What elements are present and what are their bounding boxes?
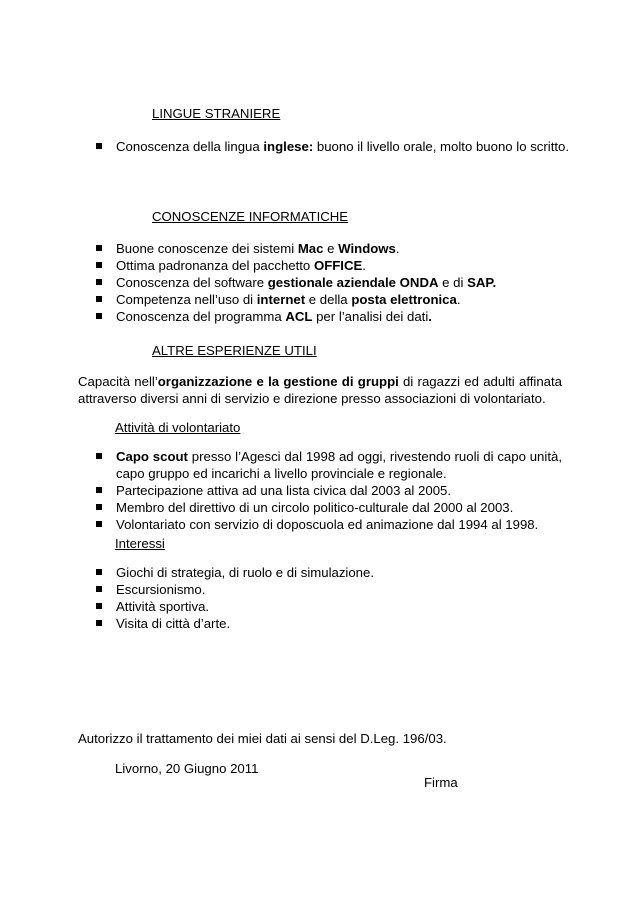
bullet-icon	[96, 569, 102, 575]
list-item: Membro del direttivo di un circolo politico-culturale dal 2000 al 2003.	[96, 499, 562, 516]
bullet-icon	[96, 245, 102, 251]
bullet-icon	[96, 603, 102, 609]
list-item: Volontariato con servizio di doposcuola ed animazione dal 1994 al 1998.	[96, 516, 562, 533]
subheading-volontariato: Attività di volontariato	[115, 420, 241, 435]
list-item: Visita di città d’arte.	[96, 615, 562, 632]
list-item: Attività sportiva.	[96, 598, 562, 615]
bullet-icon	[96, 453, 102, 459]
bullet-icon	[96, 262, 102, 268]
list-item: Conoscenza del software gestionale aziendale ONDA e di SAP.	[96, 274, 576, 291]
altre-paragraph: Capacità nell’organizzazione e la gestione di gruppi di ragazzi ed adulti affinata attraverso diversi anni di servizio e direzione presso associazioni di volontariato.	[78, 374, 563, 406]
bullet-icon	[96, 487, 102, 493]
section-heading-altre: ALTRE ESPERIENZE UTILI	[152, 343, 317, 358]
bullet-icon	[96, 279, 102, 285]
bullet-icon	[96, 313, 102, 319]
list-item: Escursionismo.	[96, 581, 562, 598]
section-heading-informatiche: CONOSCENZE INFORMATICHE	[152, 209, 349, 224]
bullet-icon	[96, 521, 102, 527]
informatiche-list	[96, 240, 576, 325]
section-heading-lingue: LINGUE STRANIERE	[152, 106, 281, 121]
list-item: Conoscenza del programma ACL per l’analisi dei dati.	[96, 308, 576, 325]
list-item: Capo scout presso l’Agesci dal 1998 ad oggi, rivestendo ruoli di capo unità, capo gruppo ed incarichi a livello provinciale e regionale.	[96, 448, 562, 482]
list-item: Ottima padronanza del pacchetto OFFICE.	[96, 257, 576, 274]
volontariato-list	[96, 448, 562, 533]
subheading-interessi: Interessi	[115, 536, 165, 551]
bullet-icon	[96, 143, 102, 149]
list-item: Conoscenza della lingua inglese: buono il livello orale, molto buono lo scritto.	[96, 138, 576, 155]
list-item: Competenza nell’uso di internet e della posta elettronica.	[96, 291, 576, 308]
list-item: Buone conoscenze dei sistemi Mac e Windows.	[96, 240, 576, 257]
bullet-icon	[96, 620, 102, 626]
bullet-icon	[96, 504, 102, 510]
place-date: Livorno, 20 Giugno 2011	[115, 761, 259, 776]
lingue-list	[96, 138, 576, 155]
list-item: Partecipazione attiva ad una lista civica dal 2003 al 2005.	[96, 482, 562, 499]
bullet-icon	[96, 296, 102, 302]
authorization-text: Autorizzo il trattamento dei miei dati ai sensi del D.Leg. 196/03.	[78, 731, 447, 746]
signature-label: Firma	[424, 775, 458, 790]
bullet-icon	[96, 586, 102, 592]
list-item: Giochi di strategia, di ruolo e di simulazione.	[96, 564, 562, 581]
interessi-list	[96, 564, 562, 632]
